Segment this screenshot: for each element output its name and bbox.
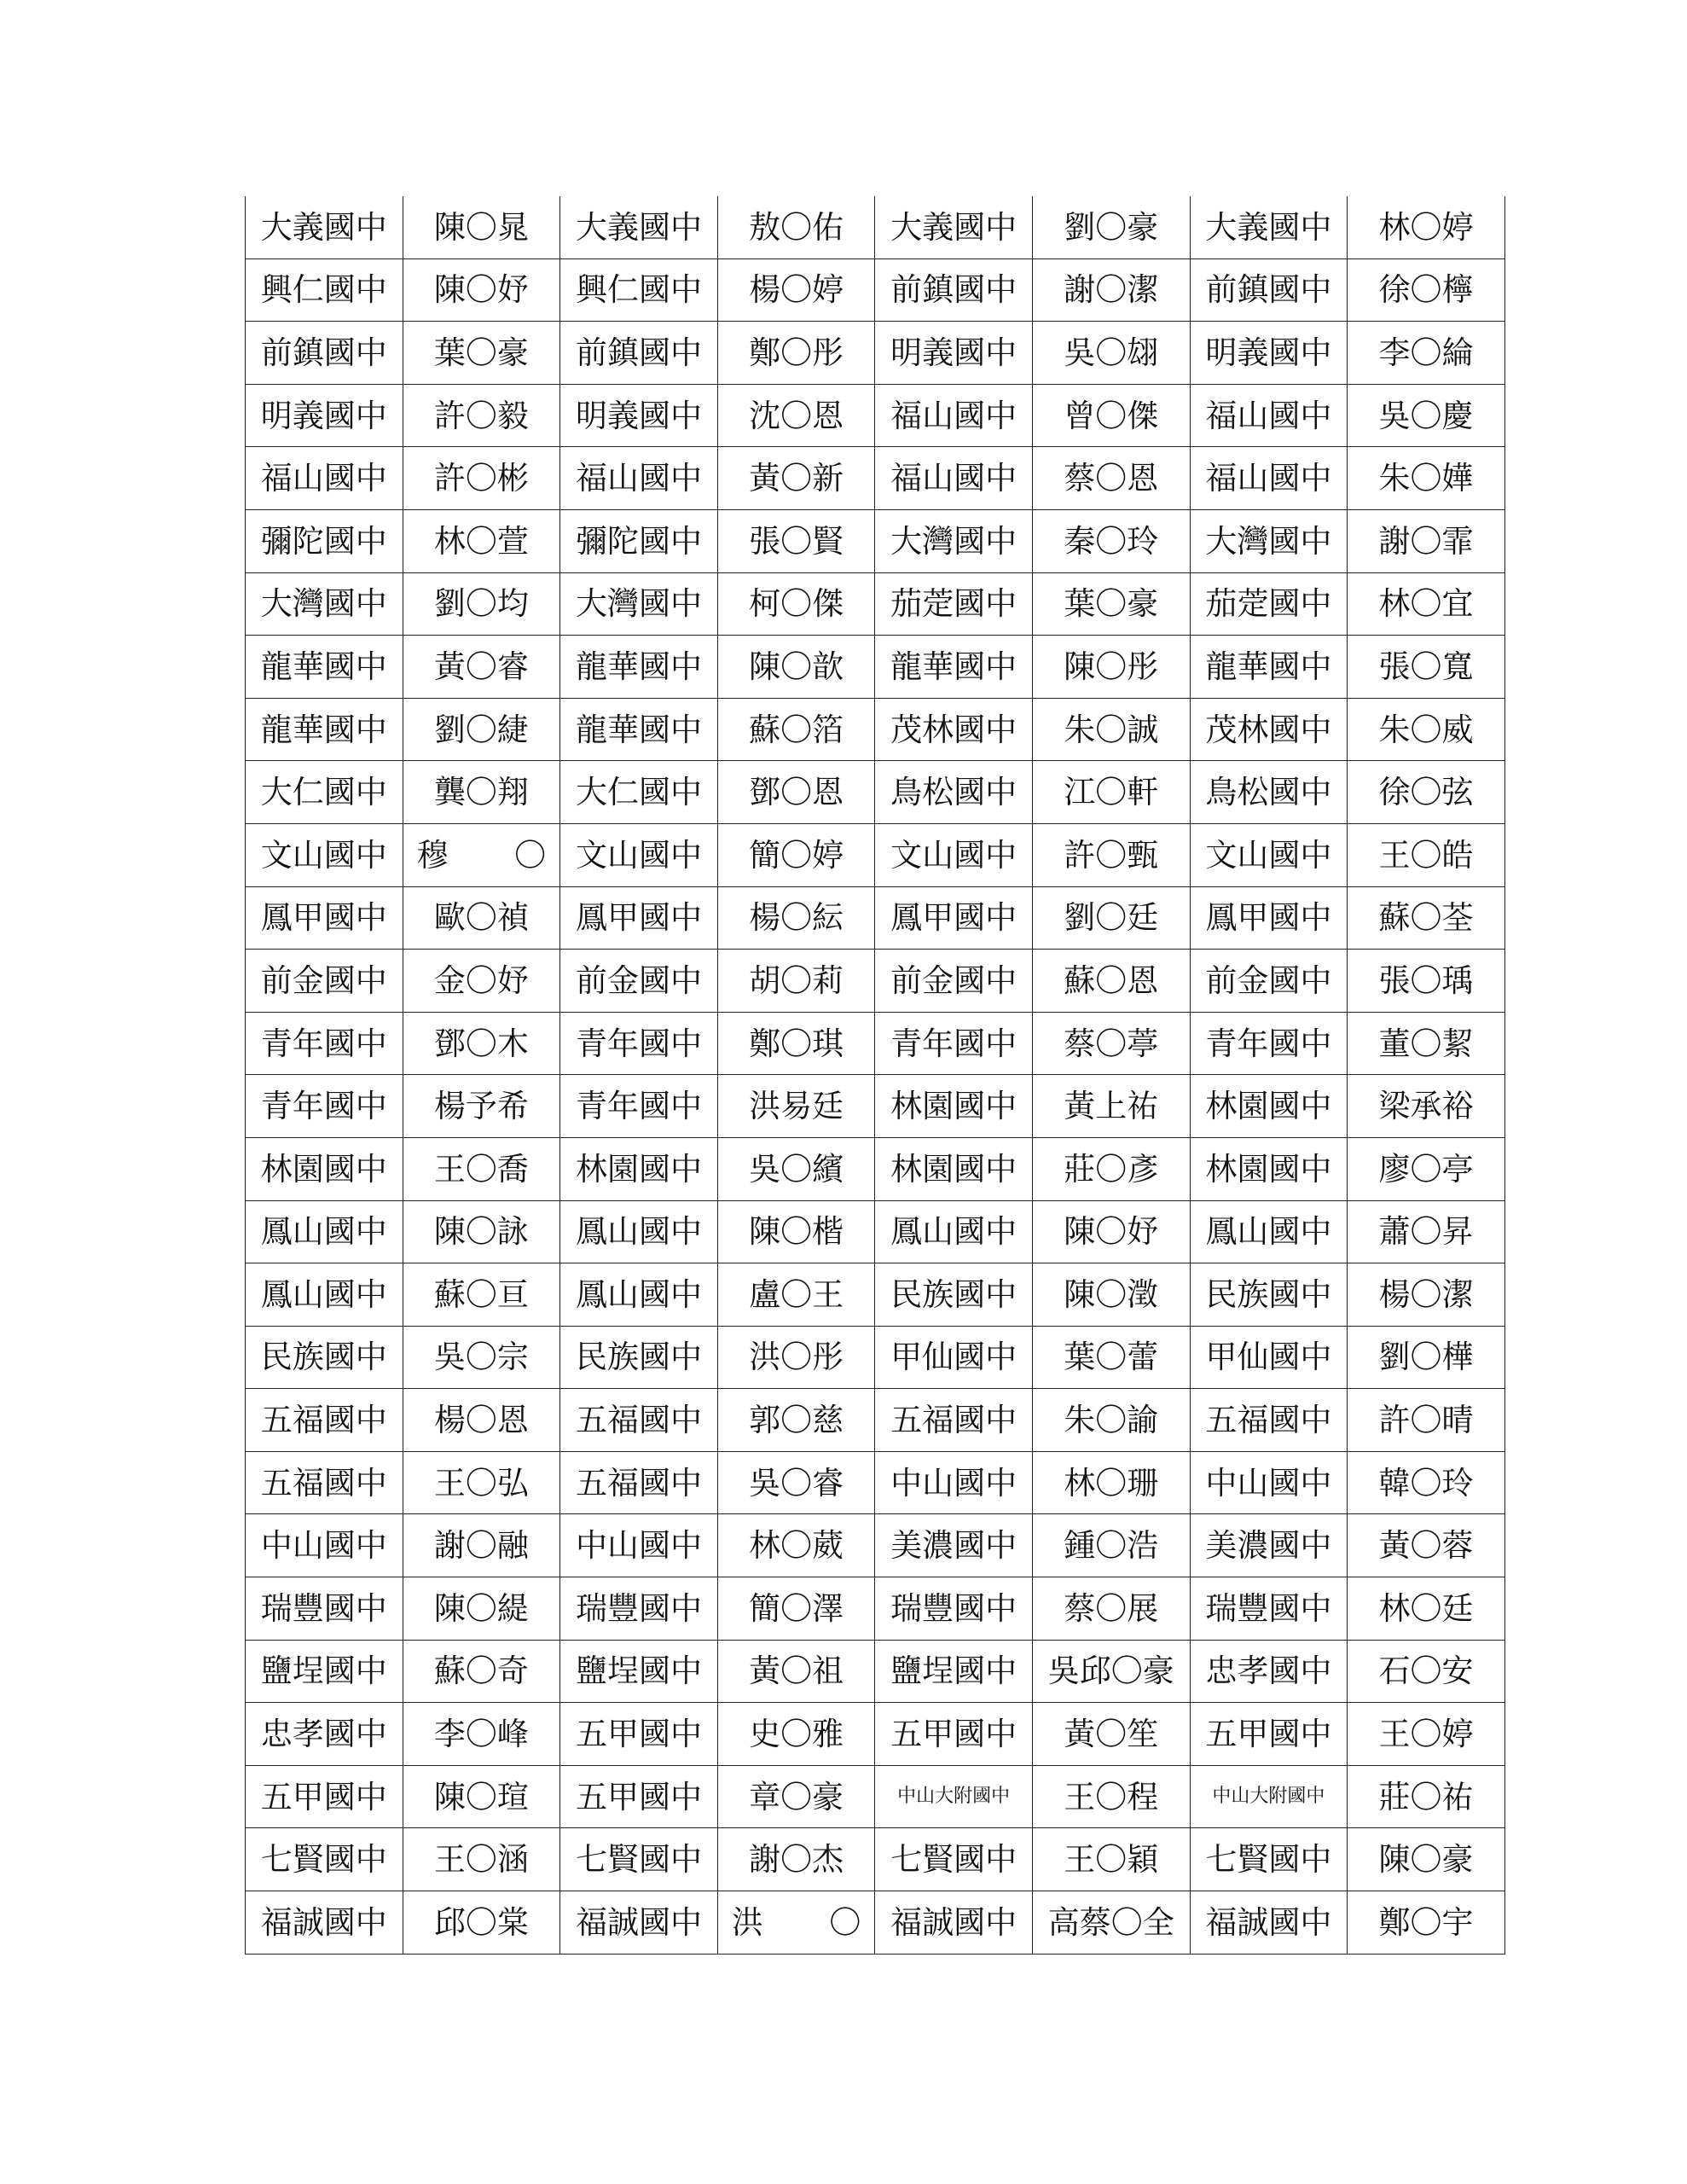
school-name-cell: 民族國中 xyxy=(246,1326,403,1389)
school-name-cell: 福山國中 xyxy=(875,384,1033,447)
school-name-cell: 五福國中 xyxy=(560,1389,718,1452)
student-name-cell: 蘇〇恩 xyxy=(1032,950,1190,1013)
student-name-cell: 黃〇祖 xyxy=(717,1640,875,1703)
school-name-cell: 龍華國中 xyxy=(560,636,718,699)
student-name-cell: 胡〇莉 xyxy=(717,950,875,1013)
table-row xyxy=(246,258,1505,322)
table-row xyxy=(246,886,1505,950)
table-row xyxy=(246,1326,1505,1389)
school-name-cell: 民族國中 xyxy=(560,1326,718,1389)
student-name-cell: 郭〇慈 xyxy=(717,1389,875,1452)
student-name-cell: 蘇〇亘 xyxy=(403,1263,560,1327)
student-name-cell: 莊〇彥 xyxy=(1032,1137,1190,1200)
student-name-cell: 高蔡〇全 xyxy=(1032,1891,1190,1955)
school-name-cell: 大灣國中 xyxy=(560,572,718,636)
school-name-cell: 文山國中 xyxy=(560,823,718,886)
table-row xyxy=(246,698,1505,761)
school-name-cell: 興仁國中 xyxy=(560,258,718,322)
student-name-cell: 陳〇瑄 xyxy=(403,1765,560,1828)
student-name-cell: 謝〇霏 xyxy=(1348,509,1505,572)
student-name-cell: 蔡〇展 xyxy=(1032,1577,1190,1641)
school-name-cell: 林園國中 xyxy=(246,1137,403,1200)
student-name-cell: 謝〇融 xyxy=(403,1514,560,1577)
school-name-cell: 五甲國中 xyxy=(560,1703,718,1766)
school-name-cell: 龍華國中 xyxy=(246,698,403,761)
student-name-cell: 洪〇彤 xyxy=(717,1326,875,1389)
student-name-cell: 劉〇豪 xyxy=(1032,196,1190,258)
table-row xyxy=(246,823,1505,886)
table-row xyxy=(246,1828,1505,1891)
student-name-cell: 陳〇緹 xyxy=(403,1577,560,1641)
student-name-cell: 邱〇棠 xyxy=(403,1891,560,1955)
student-name-cell: 陳〇詠 xyxy=(403,1200,560,1263)
school-name-cell: 大義國中 xyxy=(1190,196,1348,258)
school-name-cell: 林園國中 xyxy=(1190,1137,1348,1200)
student-name-cell: 蔡〇葶 xyxy=(1032,1012,1190,1075)
school-name-cell: 前鎮國中 xyxy=(246,322,403,385)
student-name-cell: 蘇〇箔 xyxy=(717,698,875,761)
student-name-cell: 吳〇睿 xyxy=(717,1451,875,1514)
student-name-cell: 朱〇威 xyxy=(1348,698,1505,761)
student-name-cell: 劉〇樺 xyxy=(1348,1326,1505,1389)
student-name-cell: 鄭〇彤 xyxy=(717,322,875,385)
student-name-cell: 曾〇傑 xyxy=(1032,384,1190,447)
student-name-cell: 史〇雅 xyxy=(717,1703,875,1766)
student-name-cell: 陳〇楷 xyxy=(717,1200,875,1263)
school-name-cell: 七賢國中 xyxy=(246,1828,403,1891)
student-name-cell: 林〇珊 xyxy=(1032,1451,1190,1514)
student-name-cell: 張〇賢 xyxy=(717,509,875,572)
student-name-cell: 劉〇緁 xyxy=(403,698,560,761)
student-name-cell: 徐〇弦 xyxy=(1348,761,1505,824)
student-name-cell: 吳〇宗 xyxy=(403,1326,560,1389)
school-name-cell: 美濃國中 xyxy=(875,1514,1033,1577)
school-name-cell: 鳳甲國中 xyxy=(246,886,403,950)
school-name-cell: 鳥松國中 xyxy=(1190,761,1348,824)
table-row xyxy=(246,572,1505,636)
student-name-cell: 簡〇澤 xyxy=(717,1577,875,1641)
student-name-cell: 穆〇 xyxy=(403,823,560,886)
school-name-cell: 民族國中 xyxy=(875,1263,1033,1327)
student-name-cell: 章〇豪 xyxy=(717,1765,875,1828)
school-name-cell: 龍華國中 xyxy=(560,698,718,761)
table-row xyxy=(246,950,1505,1013)
student-name-cell: 董〇絜 xyxy=(1348,1012,1505,1075)
school-name-cell: 林園國中 xyxy=(560,1137,718,1200)
student-name-cell: 王〇穎 xyxy=(1032,1828,1190,1891)
school-name-cell: 前金國中 xyxy=(875,950,1033,1013)
table-row xyxy=(246,1012,1505,1075)
table-row xyxy=(246,384,1505,447)
table-row xyxy=(246,322,1505,385)
student-name-cell: 鄧〇恩 xyxy=(717,761,875,824)
school-name-cell: 彌陀國中 xyxy=(560,509,718,572)
school-name-cell: 美濃國中 xyxy=(1190,1514,1348,1577)
student-name-cell: 洪易廷 xyxy=(717,1075,875,1138)
school-name-cell: 中山國中 xyxy=(560,1514,718,1577)
student-name-cell: 黃〇笙 xyxy=(1032,1703,1190,1766)
school-name-cell: 五福國中 xyxy=(246,1389,403,1452)
student-name-cell: 王〇程 xyxy=(1032,1765,1190,1828)
student-name-cell: 陳〇妤 xyxy=(403,258,560,322)
table-row xyxy=(246,447,1505,510)
student-name-cell: 楊〇婷 xyxy=(717,258,875,322)
student-name-cell: 林〇婷 xyxy=(1348,196,1505,258)
school-name-cell: 文山國中 xyxy=(875,823,1033,886)
school-name-cell: 甲仙國中 xyxy=(1190,1326,1348,1389)
student-name-cell: 許〇彬 xyxy=(403,447,560,510)
student-name-cell: 楊〇恩 xyxy=(403,1389,560,1452)
school-name-cell: 前金國中 xyxy=(560,950,718,1013)
student-name-cell: 朱〇嬅 xyxy=(1348,447,1505,510)
school-name-cell: 鳳甲國中 xyxy=(875,886,1033,950)
student-name-cell: 蘇〇荃 xyxy=(1348,886,1505,950)
school-name-cell: 茄萣國中 xyxy=(875,572,1033,636)
student-name-cell: 王〇喬 xyxy=(403,1137,560,1200)
student-name-cell: 謝〇潔 xyxy=(1032,258,1190,322)
student-name-cell: 吳〇慶 xyxy=(1348,384,1505,447)
student-name-cell: 柯〇傑 xyxy=(717,572,875,636)
student-name-cell: 洪〇 xyxy=(717,1891,875,1955)
student-name-cell: 楊〇紜 xyxy=(717,886,875,950)
school-name-cell: 中山國中 xyxy=(1190,1451,1348,1514)
school-name-cell: 鳳山國中 xyxy=(246,1263,403,1327)
school-name-cell: 福山國中 xyxy=(875,447,1033,510)
school-name-cell: 前鎮國中 xyxy=(875,258,1033,322)
school-name-cell: 明義國中 xyxy=(875,322,1033,385)
school-name-cell: 大義國中 xyxy=(875,196,1033,258)
school-name-cell: 中山國中 xyxy=(875,1451,1033,1514)
school-name-cell: 鹽埕國中 xyxy=(875,1640,1033,1703)
student-name-cell: 敖〇佑 xyxy=(717,196,875,258)
student-name-cell: 黃〇睿 xyxy=(403,636,560,699)
school-name-cell: 瑞豐國中 xyxy=(246,1577,403,1641)
school-name-cell: 明義國中 xyxy=(246,384,403,447)
student-name-cell: 徐〇檸 xyxy=(1348,258,1505,322)
student-name-cell: 陳〇豪 xyxy=(1348,1828,1505,1891)
table-row xyxy=(246,1891,1505,1955)
school-name-cell: 鳥松國中 xyxy=(875,761,1033,824)
student-name-cell: 林〇萱 xyxy=(403,509,560,572)
school-name-cell: 大灣國中 xyxy=(246,572,403,636)
school-name-cell: 鳳山國中 xyxy=(560,1263,718,1327)
student-name-cell: 陳〇晁 xyxy=(403,196,560,258)
school-name-cell: 鳳山國中 xyxy=(246,1200,403,1263)
school-name-cell: 大仁國中 xyxy=(560,761,718,824)
school-name-cell: 忠孝國中 xyxy=(1190,1640,1348,1703)
school-name-cell: 文山國中 xyxy=(246,823,403,886)
school-name-cell: 前金國中 xyxy=(246,950,403,1013)
school-name-cell: 福誠國中 xyxy=(875,1891,1033,1955)
student-name-cell: 廖〇亭 xyxy=(1348,1137,1505,1200)
school-name-cell: 瑞豐國中 xyxy=(1190,1577,1348,1641)
student-name-cell: 龔〇翔 xyxy=(403,761,560,824)
school-name-cell: 鹽埕國中 xyxy=(246,1640,403,1703)
school-name-cell: 明義國中 xyxy=(1190,322,1348,385)
student-name-cell: 王〇弘 xyxy=(403,1451,560,1514)
school-name-cell: 福誠國中 xyxy=(246,1891,403,1955)
school-name-cell: 明義國中 xyxy=(560,384,718,447)
student-name-cell: 梁承裕 xyxy=(1348,1075,1505,1138)
student-name-cell: 王〇涵 xyxy=(403,1828,560,1891)
student-name-cell: 張〇瑀 xyxy=(1348,950,1505,1013)
table-row xyxy=(246,196,1505,258)
school-name-cell: 瑞豐國中 xyxy=(875,1577,1033,1641)
school-name-cell: 大灣國中 xyxy=(1190,509,1348,572)
school-name-cell: 瑞豐國中 xyxy=(560,1577,718,1641)
school-name-cell: 福誠國中 xyxy=(1190,1891,1348,1955)
student-name-cell: 江〇軒 xyxy=(1032,761,1190,824)
student-name-cell: 朱〇諭 xyxy=(1032,1389,1190,1452)
student-name-cell: 陳〇妤 xyxy=(1032,1200,1190,1263)
student-name-cell: 朱〇誠 xyxy=(1032,698,1190,761)
student-name-cell: 李〇綸 xyxy=(1348,322,1505,385)
student-name-cell: 林〇廷 xyxy=(1348,1577,1505,1641)
student-name-cell: 葉〇豪 xyxy=(403,322,560,385)
student-name-cell: 楊〇潔 xyxy=(1348,1263,1505,1327)
student-name-cell: 秦〇玲 xyxy=(1032,509,1190,572)
student-name-cell: 蕭〇昇 xyxy=(1348,1200,1505,1263)
school-name-cell: 青年國中 xyxy=(875,1012,1033,1075)
school-name-cell: 前金國中 xyxy=(1190,950,1348,1013)
table-row xyxy=(246,1389,1505,1452)
school-name-cell: 福山國中 xyxy=(1190,384,1348,447)
school-name-cell: 鹽埕國中 xyxy=(560,1640,718,1703)
student-name-cell: 韓〇玲 xyxy=(1348,1451,1505,1514)
school-name-cell: 五福國中 xyxy=(246,1451,403,1514)
school-name-cell: 五甲國中 xyxy=(246,1765,403,1828)
table-row xyxy=(246,1137,1505,1200)
school-name-cell: 大義國中 xyxy=(560,196,718,258)
school-name-cell: 福山國中 xyxy=(560,447,718,510)
school-name-cell: 青年國中 xyxy=(560,1012,718,1075)
student-name-cell: 石〇安 xyxy=(1348,1640,1505,1703)
student-name-cell: 沈〇恩 xyxy=(717,384,875,447)
school-name-cell: 大灣國中 xyxy=(875,509,1033,572)
student-name-cell: 蔡〇恩 xyxy=(1032,447,1190,510)
school-name-cell: 龍華國中 xyxy=(246,636,403,699)
student-name-cell: 許〇毅 xyxy=(403,384,560,447)
student-name-cell: 歐〇禎 xyxy=(403,886,560,950)
student-roster-table xyxy=(245,196,1505,1955)
table-row xyxy=(246,1765,1505,1828)
school-name-cell: 茂林國中 xyxy=(1190,698,1348,761)
student-name-cell: 黃〇蓉 xyxy=(1348,1514,1505,1577)
school-name-cell: 龍華國中 xyxy=(875,636,1033,699)
school-name-cell: 興仁國中 xyxy=(246,258,403,322)
school-name-cell: 鳳甲國中 xyxy=(1190,886,1348,950)
student-name-cell: 吳〇繽 xyxy=(717,1137,875,1200)
table-row xyxy=(246,1640,1505,1703)
school-name-cell: 大仁國中 xyxy=(246,761,403,824)
school-name-cell: 龍華國中 xyxy=(1190,636,1348,699)
school-name-cell: 五福國中 xyxy=(1190,1389,1348,1452)
student-name-cell: 李〇峰 xyxy=(403,1703,560,1766)
student-name-cell: 許〇甄 xyxy=(1032,823,1190,886)
school-name-cell: 民族國中 xyxy=(1190,1263,1348,1327)
school-name-cell: 林園國中 xyxy=(875,1137,1033,1200)
school-name-cell: 五甲國中 xyxy=(1190,1703,1348,1766)
school-name-cell: 茄萣國中 xyxy=(1190,572,1348,636)
school-name-cell: 五甲國中 xyxy=(875,1703,1033,1766)
school-name-cell: 七賢國中 xyxy=(1190,1828,1348,1891)
school-name-cell: 彌陀國中 xyxy=(246,509,403,572)
student-name-cell: 葉〇豪 xyxy=(1032,572,1190,636)
student-name-cell: 陳〇澂 xyxy=(1032,1263,1190,1327)
school-name-cell: 林園國中 xyxy=(1190,1075,1348,1138)
school-name-cell: 七賢國中 xyxy=(560,1828,718,1891)
student-name-cell: 劉〇廷 xyxy=(1032,886,1190,950)
student-name-cell: 陳〇歆 xyxy=(717,636,875,699)
student-name-cell: 謝〇杰 xyxy=(717,1828,875,1891)
school-name-cell: 中山大附國中 xyxy=(1190,1765,1348,1828)
student-name-cell: 張〇寬 xyxy=(1348,636,1505,699)
student-name-cell: 陳〇彤 xyxy=(1032,636,1190,699)
school-name-cell: 五甲國中 xyxy=(560,1765,718,1828)
table-row xyxy=(246,1451,1505,1514)
school-name-cell: 青年國中 xyxy=(1190,1012,1348,1075)
table-row xyxy=(246,1703,1505,1766)
student-name-cell: 簡〇婷 xyxy=(717,823,875,886)
table-row xyxy=(246,1200,1505,1263)
school-name-cell: 大義國中 xyxy=(246,196,403,258)
student-name-cell: 許〇晴 xyxy=(1348,1389,1505,1452)
student-name-cell: 王〇婷 xyxy=(1348,1703,1505,1766)
student-name-cell: 鍾〇浩 xyxy=(1032,1514,1190,1577)
student-name-cell: 蘇〇奇 xyxy=(403,1640,560,1703)
table-row xyxy=(246,636,1505,699)
student-name-cell: 莊〇祐 xyxy=(1348,1765,1505,1828)
school-name-cell: 林園國中 xyxy=(875,1075,1033,1138)
table-row xyxy=(246,1075,1505,1138)
table-row xyxy=(246,1263,1505,1327)
student-name-cell: 林〇宜 xyxy=(1348,572,1505,636)
school-name-cell: 文山國中 xyxy=(1190,823,1348,886)
school-name-cell: 福山國中 xyxy=(1190,447,1348,510)
school-name-cell: 福山國中 xyxy=(246,447,403,510)
school-name-cell: 鳳山國中 xyxy=(875,1200,1033,1263)
student-name-cell: 吳邱〇豪 xyxy=(1032,1640,1190,1703)
school-name-cell: 青年國中 xyxy=(246,1075,403,1138)
student-name-cell: 葉〇蕾 xyxy=(1032,1326,1190,1389)
school-name-cell: 甲仙國中 xyxy=(875,1326,1033,1389)
school-name-cell: 鳳甲國中 xyxy=(560,886,718,950)
student-name-cell: 王〇皓 xyxy=(1348,823,1505,886)
student-name-cell: 盧〇王 xyxy=(717,1263,875,1327)
school-name-cell: 前鎮國中 xyxy=(560,322,718,385)
student-name-cell: 鄭〇宇 xyxy=(1348,1891,1505,1955)
student-name-cell: 林〇葳 xyxy=(717,1514,875,1577)
table-row xyxy=(246,1577,1505,1641)
roster-body xyxy=(246,196,1505,1954)
school-name-cell: 青年國中 xyxy=(560,1075,718,1138)
school-name-cell: 鳳山國中 xyxy=(560,1200,718,1263)
student-name-cell: 黃上祐 xyxy=(1032,1075,1190,1138)
student-name-cell: 鄧〇木 xyxy=(403,1012,560,1075)
student-name-cell: 金〇妤 xyxy=(403,950,560,1013)
school-name-cell: 青年國中 xyxy=(246,1012,403,1075)
school-name-cell: 中山大附國中 xyxy=(875,1765,1033,1828)
school-name-cell: 鳳山國中 xyxy=(1190,1200,1348,1263)
table-row xyxy=(246,509,1505,572)
student-name-cell: 吳〇翃 xyxy=(1032,322,1190,385)
student-name-cell: 黃〇新 xyxy=(717,447,875,510)
table-row xyxy=(246,761,1505,824)
school-name-cell: 五福國中 xyxy=(875,1389,1033,1452)
school-name-cell: 五福國中 xyxy=(560,1451,718,1514)
school-name-cell: 前鎮國中 xyxy=(1190,258,1348,322)
student-name-cell: 楊予希 xyxy=(403,1075,560,1138)
table-row xyxy=(246,1514,1505,1577)
student-name-cell: 劉〇均 xyxy=(403,572,560,636)
school-name-cell: 忠孝國中 xyxy=(246,1703,403,1766)
student-name-cell: 鄭〇琪 xyxy=(717,1012,875,1075)
school-name-cell: 茂林國中 xyxy=(875,698,1033,761)
school-name-cell: 七賢國中 xyxy=(875,1828,1033,1891)
school-name-cell: 福誠國中 xyxy=(560,1891,718,1955)
school-name-cell: 中山國中 xyxy=(246,1514,403,1577)
